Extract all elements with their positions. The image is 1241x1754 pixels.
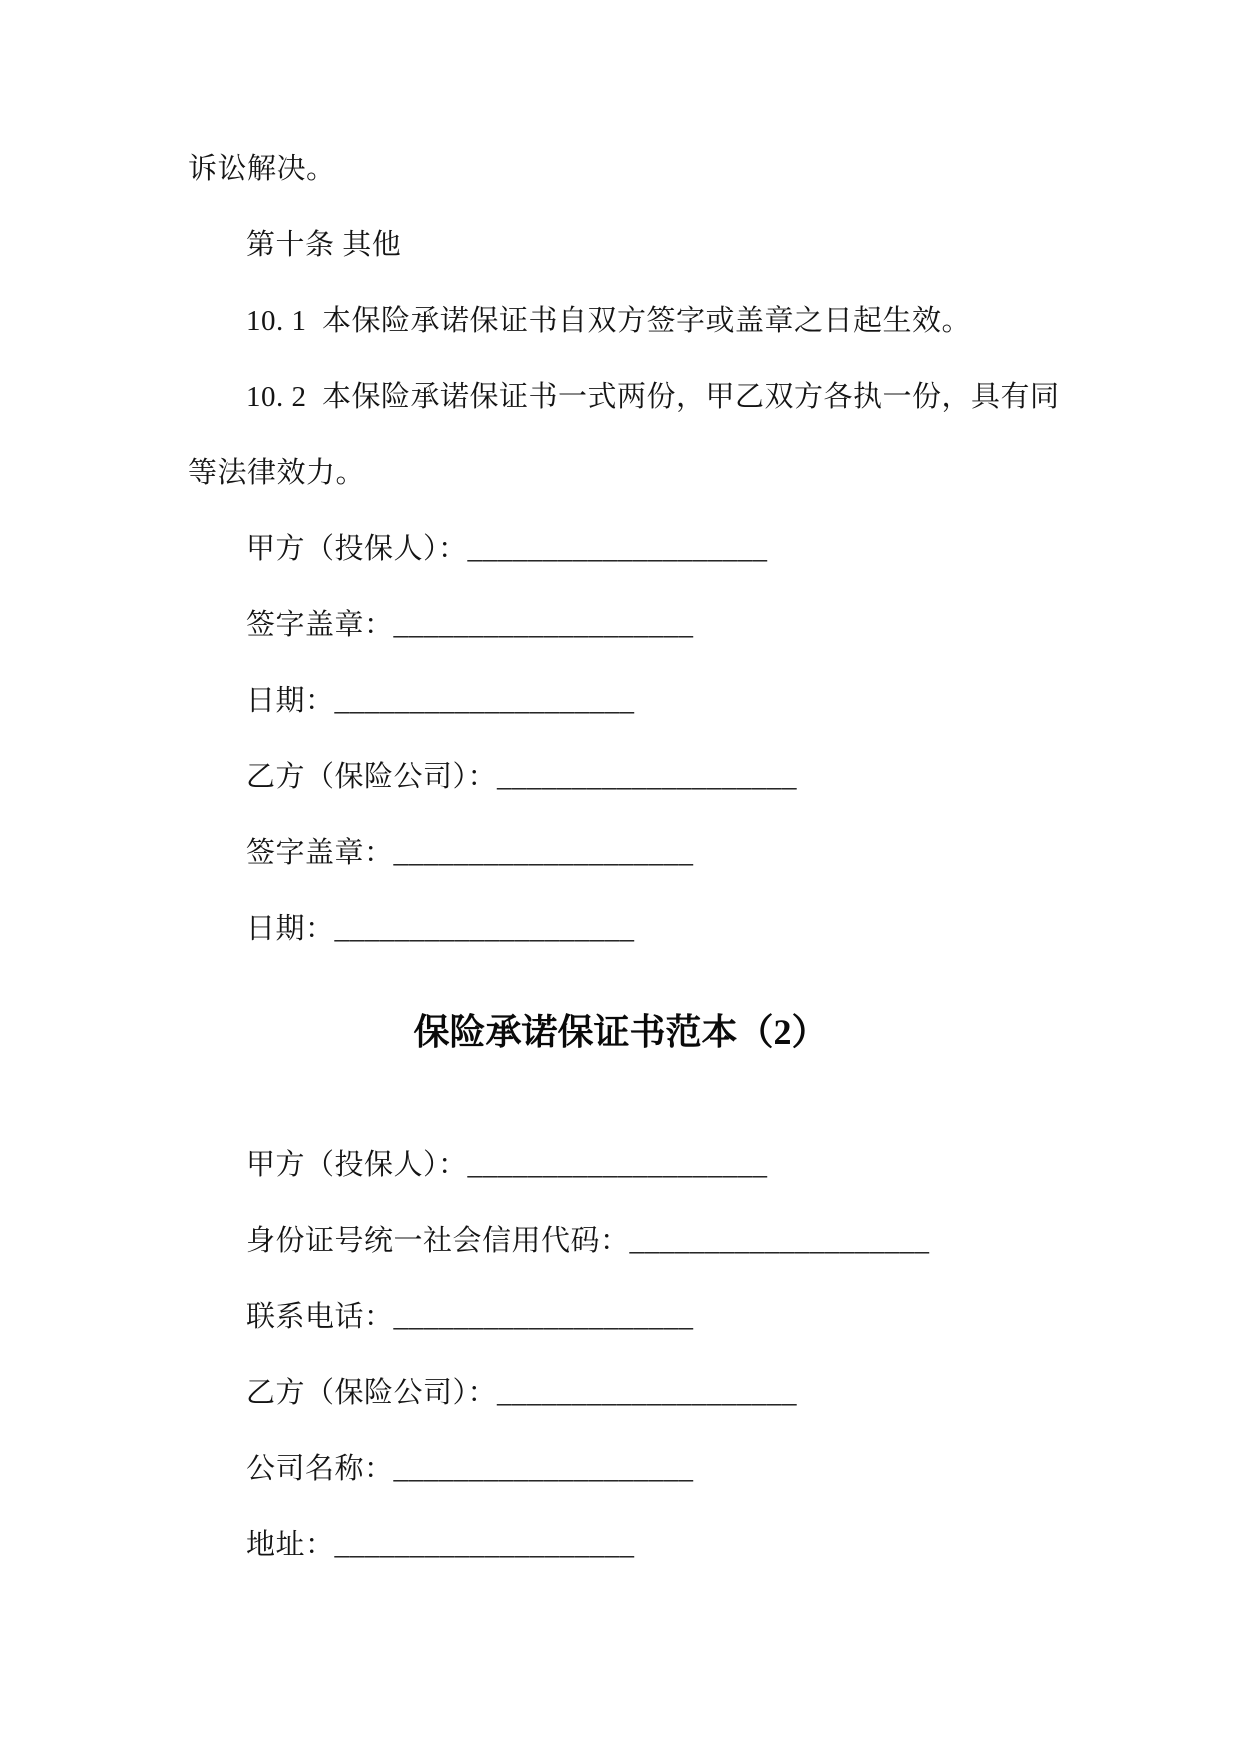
party-a-line: 甲方（投保人）：____________________ bbox=[246, 533, 768, 565]
article-10-heading: 第十条 其他 bbox=[246, 229, 402, 261]
id-credit-code-line: 身份证号统一社会信用代码：____________________ bbox=[246, 1225, 930, 1257]
signature-seal-a-line: 签字盖章：____________________ bbox=[246, 609, 694, 641]
company-name-line: 公司名称：____________________ bbox=[246, 1453, 694, 1485]
party-b-line: 乙方（保险公司）：____________________ bbox=[246, 761, 798, 793]
address-line: 地址：____________________ bbox=[246, 1529, 635, 1561]
signature-seal-b-line: 签字盖章：____________________ bbox=[246, 837, 694, 869]
party-b-line-2: 乙方（保险公司）：____________________ bbox=[246, 1377, 798, 1409]
clause-10-2-line1: 10. 2 本保险承诺保证书一式两份，甲乙双方各执一份，具有同 bbox=[246, 381, 1060, 413]
clause-10-2-continuation: 等法律效力。 bbox=[188, 457, 366, 489]
section-2-title: 保险承诺保证书范本（2） bbox=[413, 1012, 828, 1052]
page-content bbox=[188, 131, 1060, 1583]
closing-line: 诉讼解决。 bbox=[188, 153, 336, 185]
clause-10-1: 10. 1 本保险承诺保证书自双方签字或盖章之日起生效。 bbox=[246, 305, 972, 337]
date-a-line: 日期：____________________ bbox=[246, 685, 635, 717]
date-b-line: 日期：____________________ bbox=[246, 913, 635, 945]
phone-line: 联系电话：____________________ bbox=[246, 1301, 694, 1333]
party-a-line-2: 甲方（投保人）：____________________ bbox=[246, 1149, 768, 1181]
